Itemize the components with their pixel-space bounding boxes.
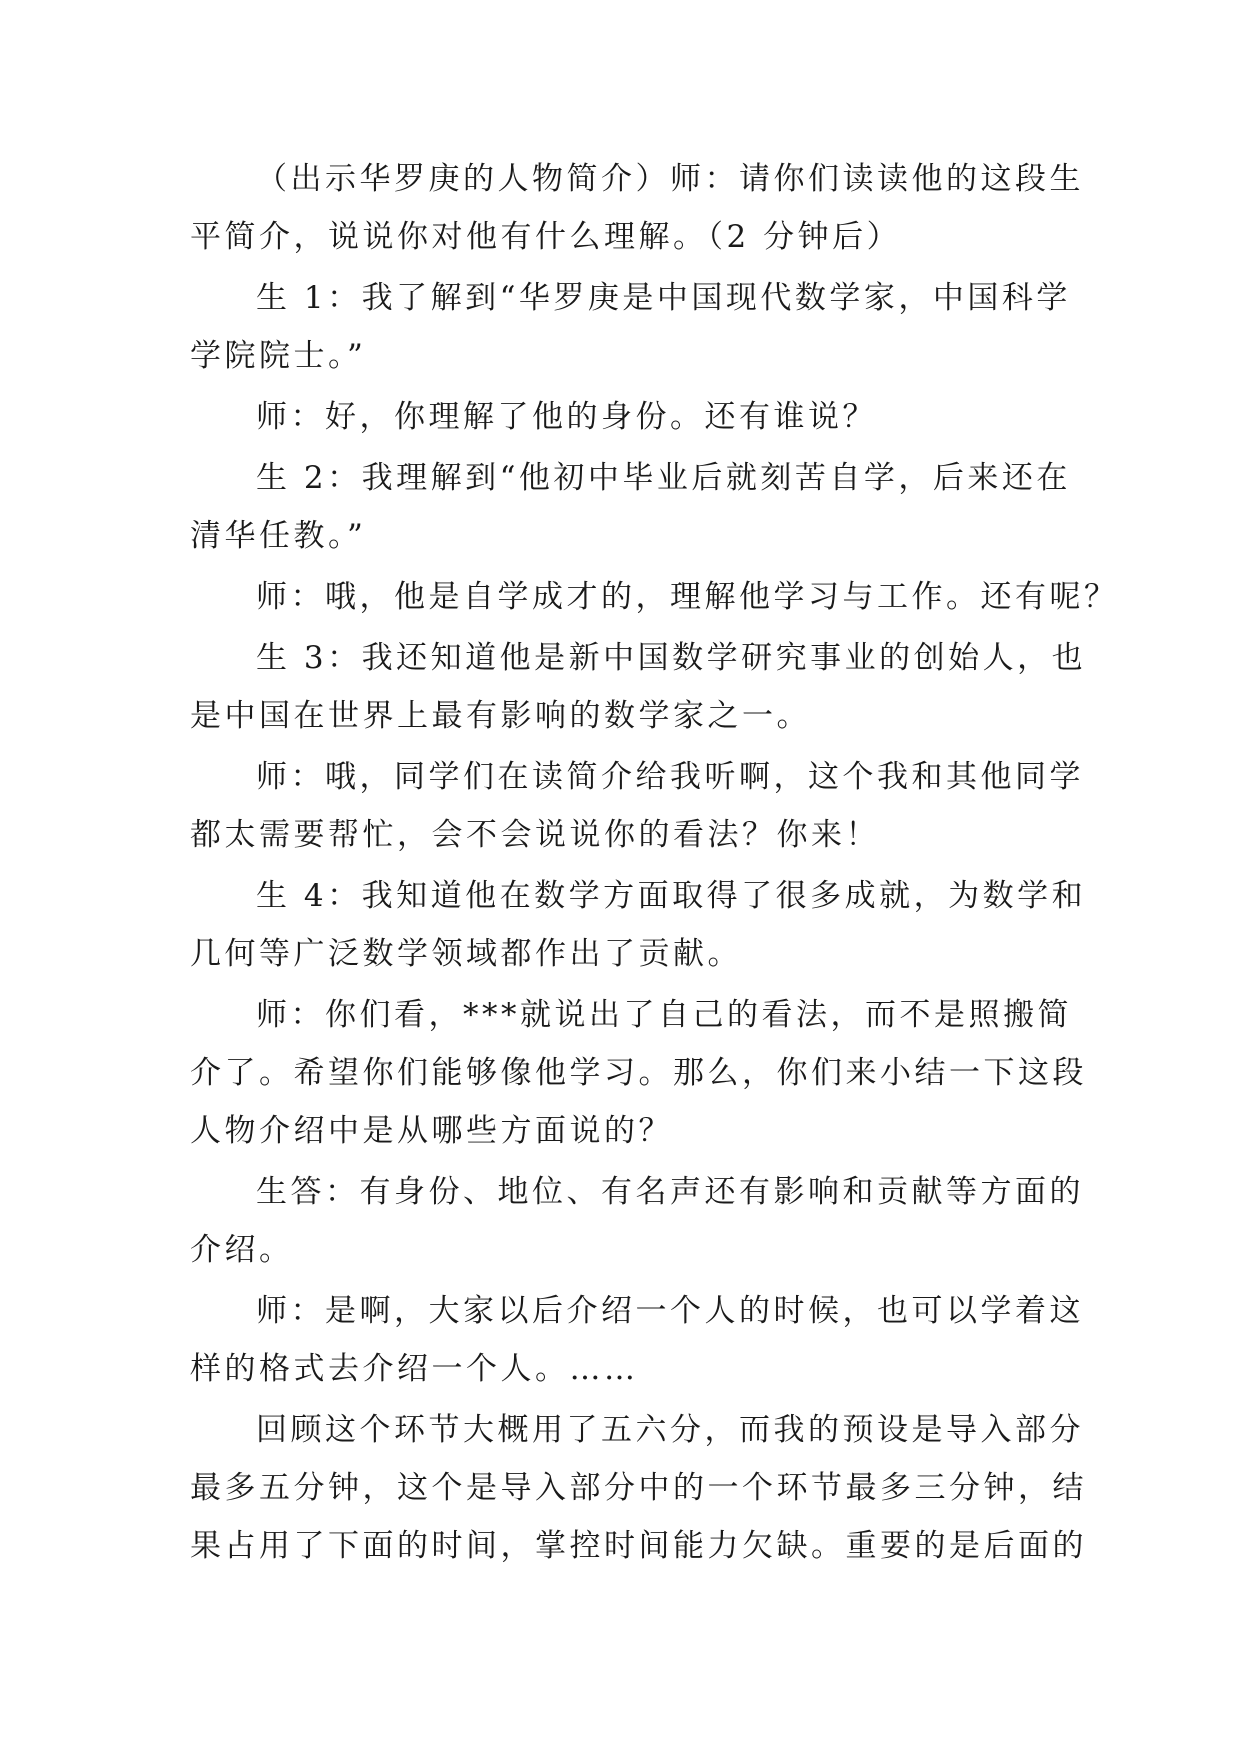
paragraph-3 (190, 388, 1050, 446)
paragraph-8 (190, 867, 1087, 983)
paragraph-6 (190, 629, 1087, 745)
text-line: 师：好，你理解了他的身份。还有谁说？ (256, 399, 877, 435)
text-line: 人物介绍中是从哪些方面说的？ (190, 1113, 673, 1149)
paragraph-9 (190, 986, 1087, 1160)
text-line: 学院院士。” (190, 338, 367, 374)
paragraph-10 (190, 1163, 1084, 1279)
text-line: 几何等广泛数学领域都作出了贡献。 (190, 936, 742, 972)
text-line: 生 4：我知道他在数学方面取得了很多成就，为数学和 (256, 878, 1087, 914)
text-line: 生 3：我还知道他是新中国数学研究事业的创始人，也 (256, 640, 1087, 676)
text-line: 最多五分钟，这个是导入部分中的一个环节最多三分钟，结 (190, 1470, 1087, 1506)
text-line: 介绍。 (190, 1232, 294, 1268)
text-line: 生 2：我理解到“他初中毕业后就刻苦自学，后来还在 (256, 460, 1071, 496)
paragraph-4 (190, 449, 1071, 565)
paragraph-1 (190, 150, 1084, 266)
paragraph-12 (190, 1401, 1087, 1575)
paragraph-11 (190, 1282, 1084, 1398)
text-line: 师：哦，同学们在读简介给我听啊，这个我和其他同学 (256, 759, 1084, 795)
paragraph-2 (190, 269, 1071, 385)
text-line: 平简介，说说你对他有什么理解。（2 分钟后） (190, 219, 902, 255)
text-line: 回顾这个环节大概用了五六分，而我的预设是导入部分 (256, 1412, 1084, 1448)
text-line: 果占用了下面的时间，掌控时间能力欠缺。重要的是后面的 (190, 1528, 1087, 1564)
text-line: 师：你们看，***就说出了自己的看法，而不是照搬简 (256, 997, 1072, 1033)
text-line: 是中国在世界上最有影响的数学家之一。 (190, 698, 811, 734)
paragraph-7 (190, 748, 1084, 864)
paragraph-5 (190, 568, 1119, 626)
text-line: 生 1：我了解到“华罗庚是中国现代数学家，中国科学 (256, 280, 1071, 316)
text-line: 样的格式去介绍一个人。…… (190, 1351, 639, 1387)
text-line: （出示华罗庚的人物简介）师：请你们读读他的这段生 (256, 161, 1084, 197)
text-line: 生答：有身份、地位、有名声还有影响和贡献等方面的 (256, 1174, 1084, 1210)
text-line: 师：是啊，大家以后介绍一个人的时候，也可以学着这 (256, 1293, 1084, 1329)
text-line: 都太需要帮忙，会不会说说你的看法？你来！ (190, 817, 880, 853)
document-page (190, 150, 1119, 1578)
text-line: 介了。希望你们能够像他学习。那么，你们来小结一下这段 (190, 1055, 1087, 1091)
text-line: 师：哦，他是自学成才的，理解他学习与工作。还有呢？ (256, 579, 1119, 615)
text-line: 清华任教。” (190, 518, 367, 554)
